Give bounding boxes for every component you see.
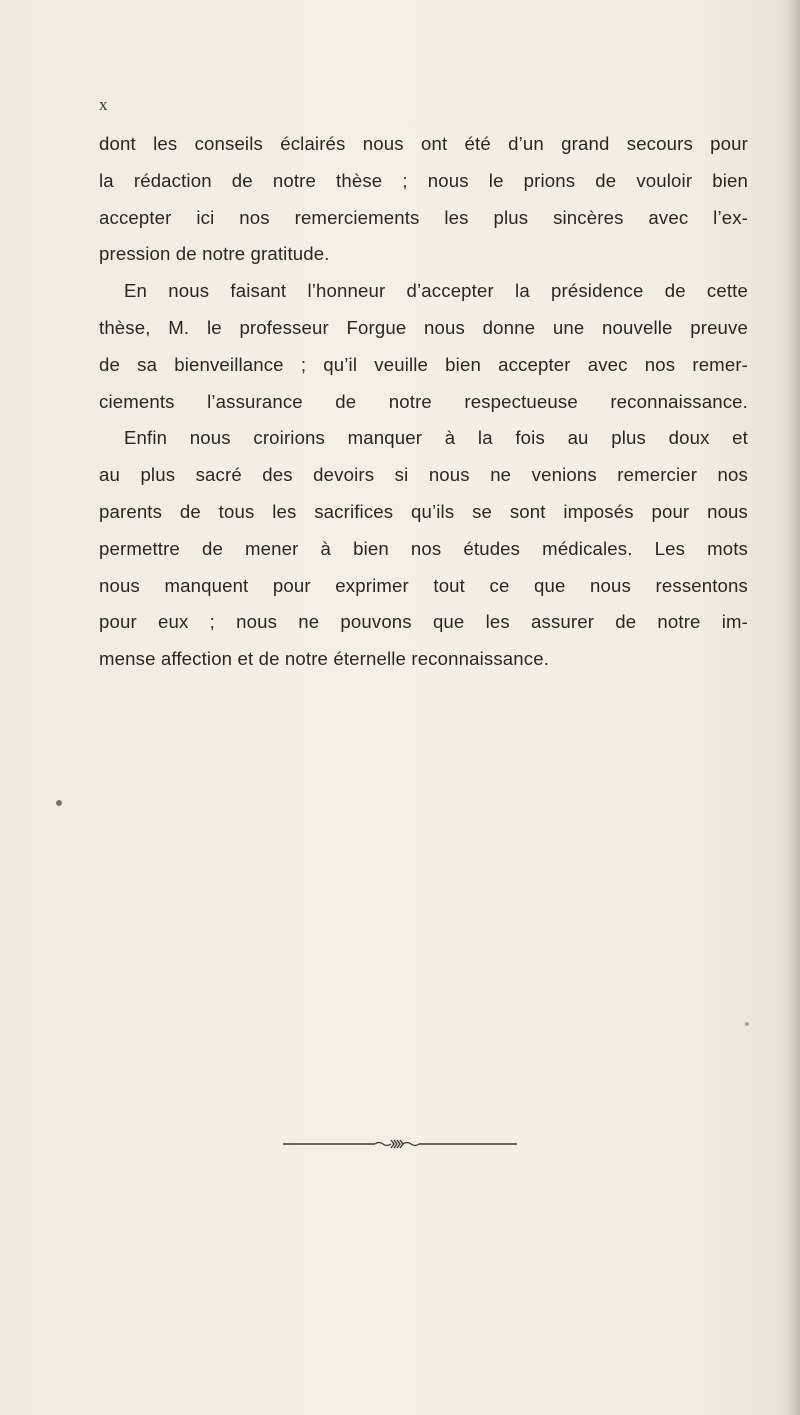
text-line-11: parents de tous les sacrifices qu’ils se sont imposés pour nous bbox=[99, 500, 748, 522]
text-line-4: pression de notre gratitude. bbox=[99, 243, 330, 265]
paper-speck bbox=[56, 800, 62, 806]
text-line-13: nous manquent pour exprimer tout ce que nous ressentons bbox=[99, 574, 748, 596]
page-number: x bbox=[99, 95, 108, 114]
end-ornament-rule bbox=[0, 1138, 800, 1150]
body-text bbox=[99, 126, 748, 678]
paper-speck bbox=[745, 1022, 749, 1026]
text-line-6: thèse, M. le professeur Forgue nous donne une nouvelle preuve bbox=[99, 316, 748, 338]
text-line-7: de sa bienveillance ; qu’il veuille bien accepter avec nos remer- bbox=[99, 353, 748, 375]
text-line-8: ciements l’assurance de notre respectueuse reconnaissance. bbox=[99, 390, 748, 412]
text-line-10: au plus sacré des devoirs si nous ne venions remercier nos bbox=[99, 464, 748, 486]
text-line-1: dont les conseils éclairés nous ont été d’un grand secours pour bbox=[99, 133, 748, 154]
text-line-9: Enfin nous croirions manquer à la fois au plus doux et bbox=[124, 427, 748, 449]
text-line-3: accepter ici nos remerciements les plus sincères avec l’ex- bbox=[99, 206, 748, 228]
ornament-divider-icon bbox=[283, 1138, 517, 1150]
text-line-5: En nous faisant l’honneur d’accepter la présidence de cette bbox=[124, 280, 748, 302]
page-edge-shadow bbox=[786, 0, 800, 1415]
text-line-2: la rédaction de notre thèse ; nous le prions de vouloir bien bbox=[99, 169, 748, 191]
text-line-15: mense affection et de notre éternelle reconnaissance. bbox=[99, 648, 550, 670]
text-line-12: permettre de mener à bien nos études médicales. Les mots bbox=[99, 537, 748, 559]
text-line-14: pour eux ; nous ne pouvons que les assurer de notre im- bbox=[99, 611, 748, 633]
